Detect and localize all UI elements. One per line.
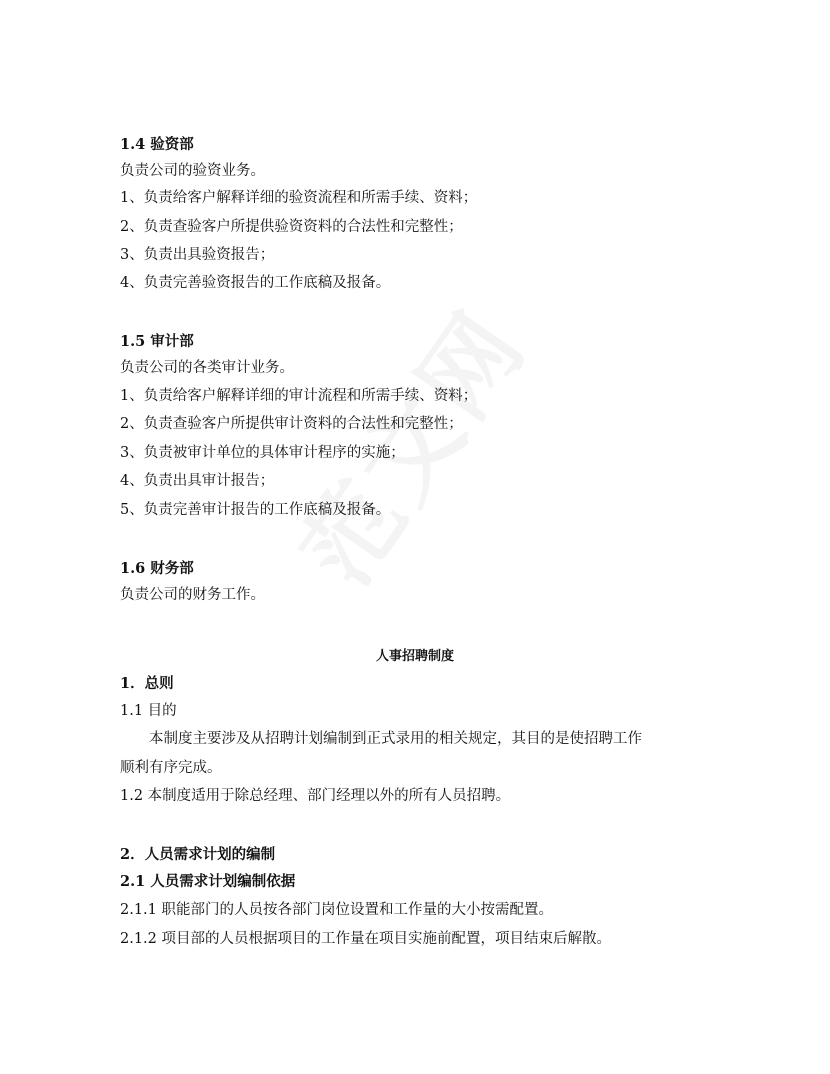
general-heading: 1．总则 [120,675,174,692]
section-1-4-item: 4、负责完善验资报告的工作底稿及报备。 [120,275,391,291]
scope-text: 1.2 本制度适用于除总经理、部门经理以外的所有人员招聘。 [120,788,511,804]
section-1-5-heading: 1.5 审计部 [120,333,194,350]
plan-heading: 2．人员需求计划的编制 [120,846,276,863]
purpose-label: 1.1 目的 [120,703,177,719]
section-1-4-item: 3、负责出具验资报告； [120,247,275,263]
section-1-5-intro: 负责公司的各类审计业务。 [120,360,294,376]
section-1-5-item: 2、负责查验客户所提供审计资料的合法性和完整性； [120,416,463,432]
section-1-6-heading: 1.6 财务部 [120,560,194,577]
section-1-5-item: 1、负责给客户解释详细的审计流程和所需手续、资料； [120,388,478,404]
section-1-6-intro: 负责公司的财务工作。 [120,587,265,603]
section-1-4-item: 1、负责给客户解释详细的验资流程和所需手续、资料； [120,190,478,206]
section-1-4-item: 2、负责查验客户所提供验资资料的合法性和完整性； [120,219,463,235]
purpose-text: 本制度主要涉及从招聘计划编制到正式录用的相关规定，其目的是使招聘工作 [149,731,642,747]
plan-item: 2.1.1 职能部门的人员按各部门岗位设置和工作量的大小按需配置。 [120,902,554,918]
section-1-5-item: 5、负责完善审计报告的工作底稿及报备。 [120,502,391,518]
plan-item: 2.1.2 项目部的人员根据项目的工作量在项目实施前配置，项目结束后解散。 [120,931,612,947]
section-1-4-intro: 负责公司的验资业务。 [120,163,265,179]
document-title: 人事招聘制度 [375,649,454,664]
section-1-5-item: 3、负责被审计单位的具体审计程序的实施； [120,445,405,461]
section-1-5-item: 4、负责出具审计报告； [120,473,275,489]
section-1-4-heading: 1.4 验资部 [120,136,194,153]
purpose-text-continued: 顺利有序完成。 [120,760,222,776]
plan-basis-heading: 2.1 人员需求计划编制依据 [120,873,296,890]
